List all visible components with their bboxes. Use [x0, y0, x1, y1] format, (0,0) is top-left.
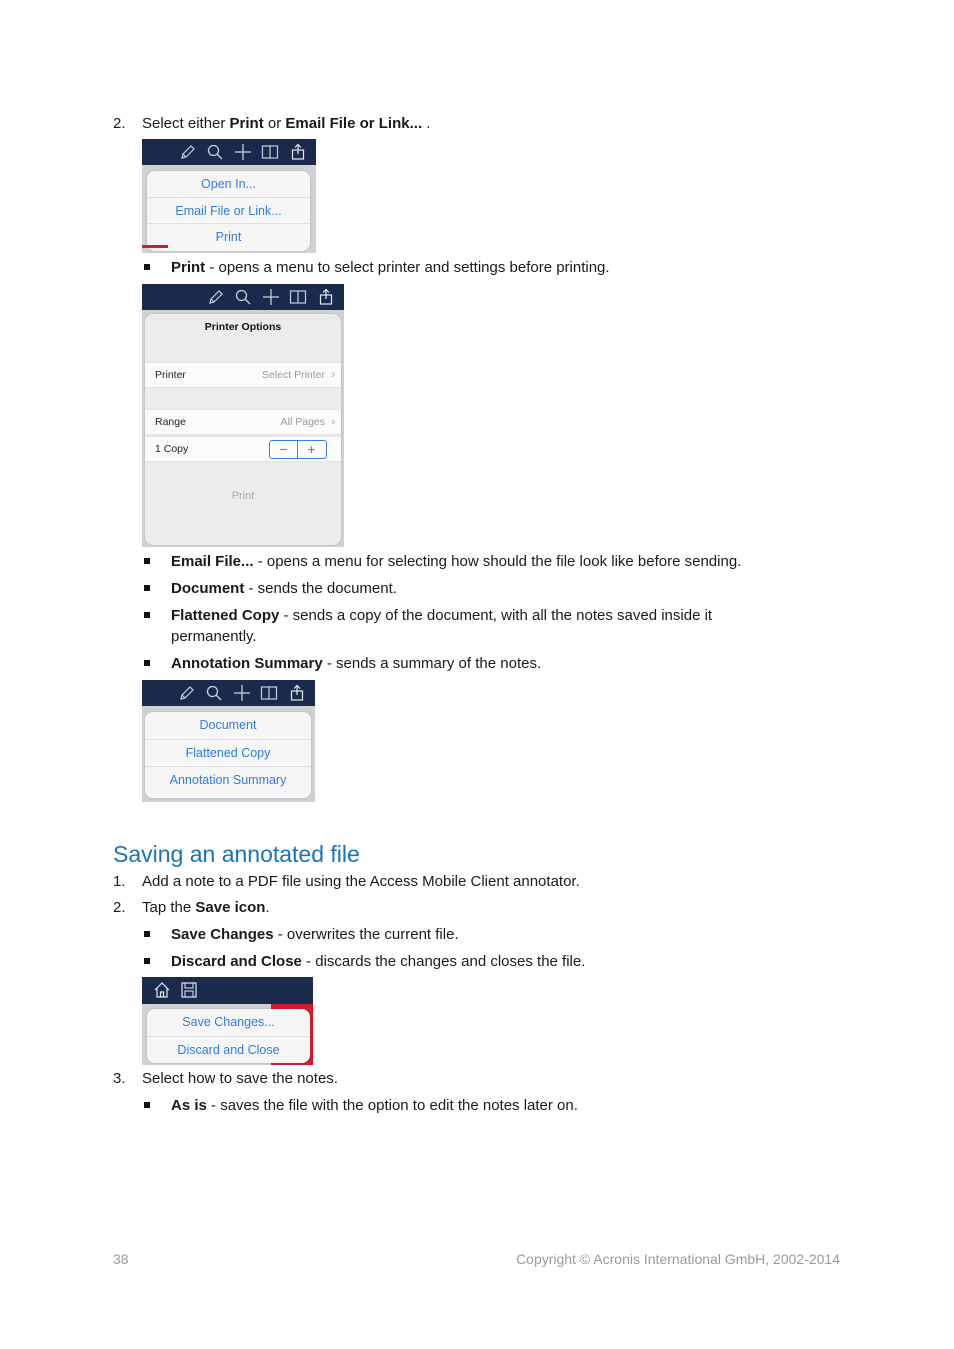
- bullet-discard-bold: Discard and Close: [171, 953, 302, 970]
- bullet-print-text: - opens a menu to select printer and settings before printing.: [205, 259, 610, 276]
- printer-row[interactable]: [145, 362, 341, 388]
- bullet-email: [171, 552, 741, 572]
- menu-item-flattened-copy[interactable]: Flattened Copy: [145, 739, 311, 766]
- step-text-pre: Select either: [142, 115, 230, 132]
- book-icon[interactable]: [261, 143, 279, 161]
- bullet-marker: [144, 1102, 150, 1108]
- toolbar: [142, 680, 315, 706]
- bullet-marker: [144, 612, 150, 618]
- pencil-icon[interactable]: [207, 288, 225, 306]
- share-icon[interactable]: [289, 143, 307, 161]
- step-text-post: .: [265, 899, 270, 916]
- decrement-button[interactable]: −: [279, 441, 288, 457]
- toolbar: [142, 284, 344, 310]
- bullet-annotation: [171, 654, 541, 674]
- share-popover: [147, 171, 310, 251]
- range-label: Range: [155, 416, 186, 428]
- copies-label: 1 Copy: [155, 443, 189, 455]
- save-menu-screenshot: [142, 977, 313, 1065]
- bullet-document: [171, 579, 397, 599]
- bullet-flattened-cont: permanently.: [171, 628, 257, 645]
- step-text-post: .: [422, 115, 431, 132]
- plus-icon[interactable]: [233, 684, 251, 702]
- bullet-email-text: - opens a menu for selecting how should the file look like before sending.: [253, 553, 742, 570]
- bullet-marker: [144, 558, 150, 564]
- step-number: 3.: [113, 1070, 126, 1087]
- bullet-marker: [144, 264, 150, 270]
- step-text: [142, 898, 270, 918]
- range-value: All Pages: [280, 416, 325, 428]
- bullet-print: [171, 258, 610, 278]
- bullet-save-bold: Save Changes: [171, 926, 274, 943]
- toolbar: [142, 139, 316, 165]
- email-popover: [145, 712, 311, 798]
- increment-button[interactable]: +: [307, 441, 316, 457]
- menu-item-document[interactable]: Document: [199, 718, 257, 732]
- step-text: Add a note to a PDF file using the Access Mobile Client annotator.: [142, 873, 580, 890]
- step-text-mid: or: [263, 115, 286, 132]
- copies-row: [145, 436, 341, 462]
- bullet-annotation-text: - sends a summary of the notes.: [322, 655, 542, 672]
- step-number: 2.: [113, 115, 126, 132]
- bullet-flattened-text: - sends a copy of the document, with all the notes saved inside it: [279, 607, 713, 624]
- bullet-discard-text: - discards the changes and closes the file.: [301, 953, 586, 970]
- bullet-marker: [144, 585, 150, 591]
- step-number: 1.: [113, 873, 126, 890]
- range-row[interactable]: [145, 409, 341, 435]
- step-text-pre: Tap the: [142, 899, 196, 916]
- search-icon[interactable]: [205, 684, 223, 702]
- step-text: [142, 114, 430, 134]
- print-button[interactable]: Print: [231, 490, 255, 502]
- bullet-save-text: - overwrites the current file.: [273, 926, 459, 943]
- search-icon[interactable]: [234, 288, 252, 306]
- printer-options-popover: [145, 314, 341, 545]
- bullet-document-text: - sends the document.: [244, 580, 397, 597]
- bullet-annotation-bold: Annotation Summary: [171, 655, 323, 672]
- pencil-icon[interactable]: [178, 684, 196, 702]
- menu-item-open-in[interactable]: Open In...: [201, 177, 256, 191]
- bullet-marker: [144, 958, 150, 964]
- copies-stepper[interactable]: [269, 440, 327, 459]
- book-icon[interactable]: [260, 684, 278, 702]
- menu-item-annotation-summary[interactable]: Annotation Summary: [145, 766, 311, 793]
- background-red-mark: [142, 245, 168, 248]
- book-icon[interactable]: [289, 288, 307, 306]
- bullet-print-bold: Print: [171, 259, 206, 276]
- printer-value: Select Printer: [261, 369, 325, 381]
- page-number: 38: [113, 1251, 129, 1267]
- toolbar: [142, 977, 313, 1004]
- plus-icon[interactable]: [262, 288, 280, 306]
- bullet-marker: [144, 660, 150, 666]
- save-popover: [147, 1009, 310, 1063]
- chevron-right-icon: ›: [331, 416, 335, 428]
- home-icon[interactable]: [153, 981, 171, 999]
- bullet-asis-bold: As is: [171, 1097, 207, 1114]
- email-menu-screenshot: [142, 680, 315, 802]
- bullet-email-bold: Email File...: [171, 553, 254, 570]
- step-text-bold: Save icon: [195, 899, 266, 916]
- menu-item-discard-and-close[interactable]: Discard and Close: [147, 1036, 310, 1063]
- pencil-icon[interactable]: [179, 143, 197, 161]
- plus-icon[interactable]: [234, 143, 252, 161]
- step-number: 2.: [113, 899, 126, 916]
- bullet-asis-text: - saves the file with the option to edit the notes later on.: [206, 1097, 578, 1114]
- bullet-document-bold: Document: [171, 580, 245, 597]
- bullet-asis: [171, 1096, 578, 1116]
- printer-options-title: Printer Options: [204, 321, 282, 333]
- menu-item-print[interactable]: Print: [147, 223, 310, 250]
- menu-item-email-file-or-link[interactable]: Email File or Link...: [147, 197, 310, 224]
- share-menu-screenshot: [142, 139, 316, 253]
- share-icon[interactable]: [317, 288, 335, 306]
- share-icon[interactable]: [288, 684, 306, 702]
- bullet-discard: [171, 952, 585, 972]
- step-text-bold-email: Email File or Link...: [285, 115, 423, 132]
- section-heading: Saving an annotated file: [113, 841, 360, 867]
- printer-options-screenshot: [142, 284, 344, 547]
- bullet-save: [171, 925, 459, 945]
- menu-item-save-changes[interactable]: Save Changes...: [182, 1015, 275, 1029]
- save-icon[interactable]: [180, 981, 198, 999]
- step-text: Select how to save the notes.: [142, 1070, 338, 1087]
- copyright: Copyright © Acronis International GmbH, 2002-2014: [516, 1251, 840, 1267]
- search-icon[interactable]: [206, 143, 224, 161]
- bullet-flattened: [171, 606, 712, 626]
- printer-label: Printer: [155, 369, 186, 381]
- step-text-bold-print: Print: [229, 115, 264, 132]
- chevron-right-icon: ›: [331, 369, 335, 381]
- bullet-marker: [144, 931, 150, 937]
- bullet-flattened-bold: Flattened Copy: [171, 607, 280, 624]
